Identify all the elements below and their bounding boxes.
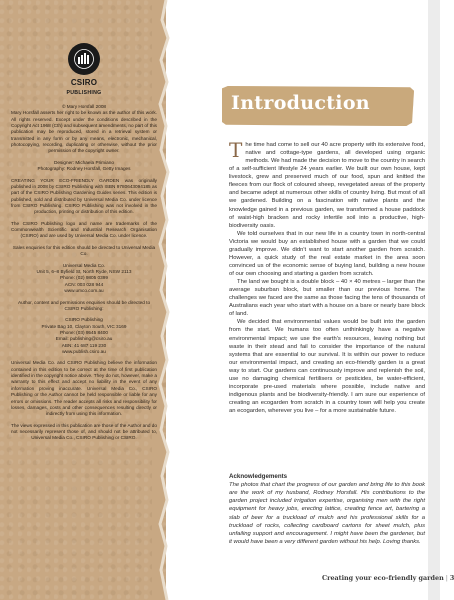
edition-notice: CREATING YOUR ECO-FRIENDLY GARDEN was originally published in 2008 by CSIRO Publishing with ISBN 9780643094185 as part of the CSIRO Publishing Gardening Guides series. This edition is published, sold and distributed by Universal Media Co. under licence from CSIRO Publishing. CSIRO Publishing was not involved in the production, printing or distribution of this edition. <box>11 177 157 215</box>
page-edge-tab <box>428 0 440 600</box>
running-title: Creating your eco-friendly garden <box>322 574 444 582</box>
sales-enquiries: Sales enquiries for this edition should be directed to Universal Media Co. <box>12 244 156 257</box>
page-footer <box>322 574 454 584</box>
acknowledgements-heading: Acknowledgements <box>229 473 288 480</box>
imprint-text <box>11 104 157 447</box>
logo-subtitle: PUBLISHING <box>66 90 102 96</box>
acknowledgements-section <box>229 473 425 546</box>
views-disclaimer: The views expressed in this publication are those of the Author and do not necessarily represent those of, and should not be attributed to, Universal Media Co., CSIRO Publishing or CSIRO. <box>11 422 157 441</box>
copyright-notice: © Mary Horsfall 2008 Mary Horsfall asserts her right to be known as the author of this work. All rights reserved. Except under the conditions described in the Copyright Act 1968 (Cth) and subsequent amendments, no part of this publication may be reproduced, stored in a retrieval system or transmitted in any form or by any means, electronic, mechanical, photocopying, recording, duplicating or otherwise, without the prior permission of the copyright owner. <box>11 104 157 154</box>
acknowledgements-body: The photos that chart the progress of our garden and bring life to this book are the work of my husband, Rodney Horsfall. His contributions to the garden project included irrigation expertise, organising men with the right equipment for heavy jobs, erecting lattice, creating fence art, bartering a slab of beer for a truckload of mulch and his professional skills for a truckload of rocks, collecting cardboard cartons for sheet mulch, plus unfailing support and encouragement. I might have been the gardener, but it would have been a very different garden without his help. Loving thanks. <box>229 482 425 546</box>
intro-paragraph-2: We told ourselves that in our new life in a country town in north-central Victoria we would buy an established house with a garden that we could gradually improve. We didn't want to start another garden from scratch. However, a quick study of the real estate market in the area soon convinced us of the economic sense of buying land, building a new house of our own choosing and starting a garden from scratch. <box>229 230 425 277</box>
credits: Designer: Michaela Primiano Photography: Rodney Horsfall, Getty Images <box>37 159 131 172</box>
csiro-address: CSIRO Publishing Private Bag 10, Clayton South, VIC 3169 Phone: (03) 9545 8400 Email: publishing@csiro.au ABN: 41 687 119 230 www.publish.csiro.au <box>41 317 127 354</box>
trademark-notice: The CSIRO Publishing logo and name are trademarks of the Commonwealth Scientific and Industrial Research Organisation (CSIRO) and are used by Universal Media Co. under licence. <box>11 220 157 239</box>
disclaimer: Universal Media Co. and CSIRO Publishing believe the information contained in this edition to be correct at the time of first publication identified in the copyright notice above. They do not, however, make a warranty to this effect and accept no liability in the event of any information proving inaccurate. Universal Media Co., CSIRO Publishing or the Author cannot be held responsible or liable for any errors or omissions. The reader accepts all risks and responsibility for losses, damages, costs and other consequences resulting directly or indirectly from using this information. <box>11 360 157 417</box>
footer-separator: | <box>445 574 448 582</box>
intro-paragraph-4: We decided that environmental values would be built into the garden from the start. We humans too often unthinkingly have a negative environmental impact; we use the earth's resources, leaving nothing but waste in their stead and fail to consider the importance of the natural systems that are essential to our survival. It is within our power to reduce our environmental impact, and creating an eco-friendly garden is a great way to start. Our gardens can continuously improve and replenish the soil, use no damaging chemical fertilisers or pesticides, be water-efficient, incorporate pre-used materials where possible, include native and indigenous plants and be biodiversity-friendly. I am sure our experience of creating an ecogarden from scratch in a country town will help you create an ecogarden, wherever you live – for a more sustainable future. <box>229 319 425 415</box>
page-number: 3 <box>449 574 454 582</box>
introduction-body <box>229 138 425 415</box>
csiro-logo-icon <box>68 43 100 75</box>
page-title: Introduction <box>231 92 370 114</box>
intro-paragraph-3: The land we bought is a double block – 40 × 40 metres – larger than the average suburban block, but smaller than our previous home. The challenges we faced are the same as those facing the tens of thousands of Australians each year who start with a house on a bare or nearly bare block of land. <box>229 279 425 318</box>
intro-paragraph-1-text: he time had come to sell our 40 acre property with its extensive food, native and cottage-type gardens, all developed using organic methods. We had made the decision to move to the country in search of a self-sufficient lifestyle 24 years earlier. We built our own house, kept livestock, grew and preserved much of our food, spun and knitted the fleeces from our flock of coloured sheep, revegetated areas of the property and became adept at numerous other skills of country living. But most of all we gardened. Building on a fascination with native plants and the knowledge gained in a previous garden, we transformed a house paddock of waist-high bracken and rocky infertile soil into a productive, high-biodiversity oasis. <box>229 142 425 229</box>
intro-paragraph-1 <box>229 138 425 230</box>
publisher-address: Universal Media Co. Unit 5, 6–8 Byfield St, North Ryde, NSW 2113 Phone: (02) 9805 0399 ACN: 003 028 944 www.umco.com.au <box>36 262 132 294</box>
permissions-enquiries: Author, content and permissions enquiries should be directed to CSIRO Publishing: <box>17 299 151 311</box>
logo-wordmark: CSIRO <box>70 78 98 87</box>
drop-cap: T <box>229 138 243 162</box>
